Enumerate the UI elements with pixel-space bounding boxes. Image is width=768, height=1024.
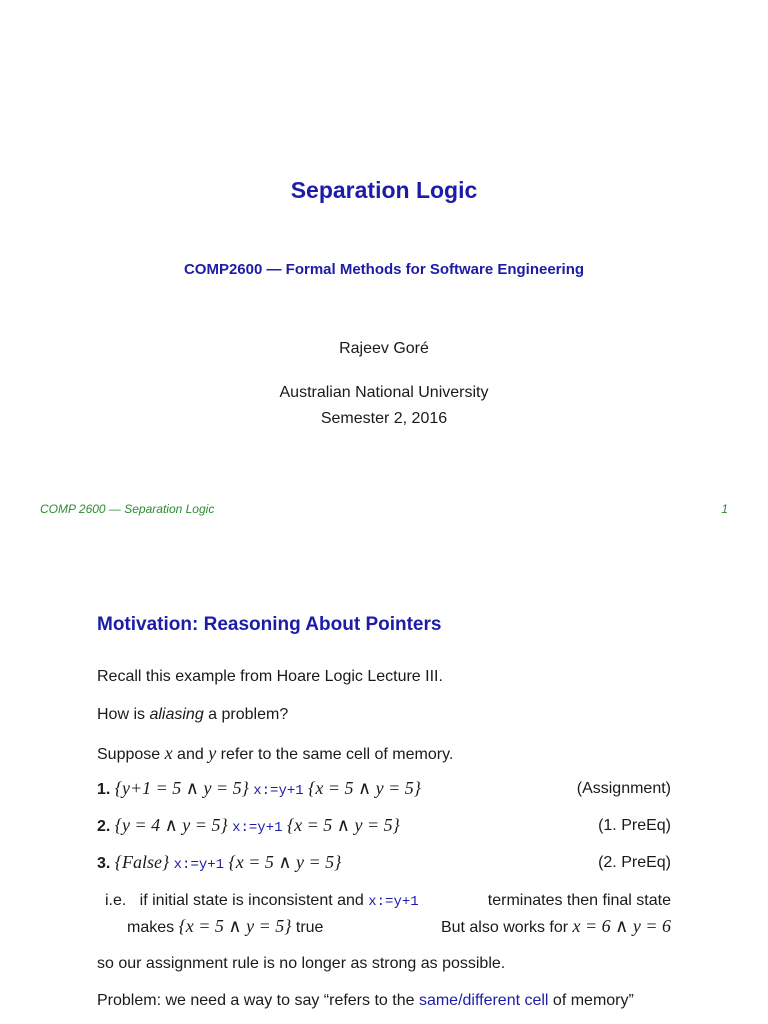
aliasing-emphasis: aliasing bbox=[149, 706, 204, 723]
suppose-line bbox=[97, 743, 453, 764]
ie-code: x:=y+1 bbox=[368, 894, 419, 910]
slide-title: Separation Logic bbox=[290, 177, 478, 203]
semester: Semester 2, 2016 bbox=[320, 410, 448, 427]
recall-line: Recall this example from Hoare Logic Lecture III. bbox=[97, 668, 443, 685]
course-subtitle: COMP2600 — Formal Methods for Software Engineering bbox=[183, 261, 585, 278]
var-y: y bbox=[208, 743, 217, 763]
makes-math: {x = 5 ∧ y = 5} bbox=[178, 916, 292, 936]
ie-text-a: i.e. if initial state is inconsistent and bbox=[105, 892, 364, 909]
assignment-code: x:=y+1 bbox=[253, 783, 304, 799]
ie-line bbox=[105, 892, 671, 910]
precondition: {y+1 = 5 ∧ y = 5} bbox=[114, 778, 249, 798]
rule-label: (1. PreEq) bbox=[598, 817, 671, 834]
rule-label: (2. PreEq) bbox=[598, 854, 671, 871]
also-text: But also works for bbox=[440, 919, 569, 936]
aliasing-line bbox=[97, 706, 288, 724]
proof-step-2 bbox=[97, 815, 671, 841]
makes-true: true bbox=[295, 919, 324, 936]
makes-line bbox=[127, 916, 671, 942]
aliasing-post: a problem? bbox=[203, 706, 289, 723]
rule-label: (Assignment) bbox=[576, 780, 671, 797]
author: Rajeev Goré bbox=[339, 340, 429, 357]
precondition: {y = 4 ∧ y = 5} bbox=[114, 815, 228, 835]
ie-text-b: terminates then final state bbox=[487, 892, 671, 909]
suppose-mid: and bbox=[172, 746, 209, 763]
postcondition: {x = 5 ∧ y = 5} bbox=[286, 815, 400, 835]
makes-text: makes bbox=[127, 919, 175, 936]
proof-step-3 bbox=[97, 852, 671, 878]
problem-line bbox=[97, 992, 634, 1010]
proof-step-1 bbox=[97, 778, 671, 804]
step-number: 3. bbox=[97, 855, 111, 872]
assignment-code: x:=y+1 bbox=[232, 820, 283, 836]
step-number: 2. bbox=[97, 818, 111, 835]
motivation-title: Motivation: Reasoning About Pointers bbox=[97, 614, 442, 635]
aliasing-pre: How is bbox=[97, 706, 150, 723]
same-different-cell: same/different cell bbox=[418, 992, 549, 1009]
institution: Australian National University bbox=[279, 384, 489, 401]
precondition: {False} bbox=[114, 852, 170, 872]
also-math: x = 6 ∧ y = 6 bbox=[572, 916, 671, 936]
footer-left: COMP 2600 — Separation Logic bbox=[40, 502, 215, 516]
problem-pre: Problem: we need a way to say “refers to the bbox=[97, 992, 419, 1009]
so-line: so our assignment rule is no longer as strong as possible. bbox=[97, 955, 506, 972]
assignment-code: x:=y+1 bbox=[173, 857, 225, 873]
problem-post: of memory” bbox=[548, 992, 634, 1009]
step-number: 1. bbox=[97, 781, 111, 798]
suppose-post: refer to the same cell of memory. bbox=[216, 746, 454, 763]
page-number: 1 bbox=[721, 502, 728, 516]
suppose-pre: Suppose bbox=[97, 746, 165, 763]
postcondition: {x = 5 ∧ y = 5} bbox=[228, 852, 342, 872]
var-x: x bbox=[164, 743, 173, 763]
also-works bbox=[441, 916, 671, 937]
postcondition: {x = 5 ∧ y = 5} bbox=[308, 778, 421, 798]
